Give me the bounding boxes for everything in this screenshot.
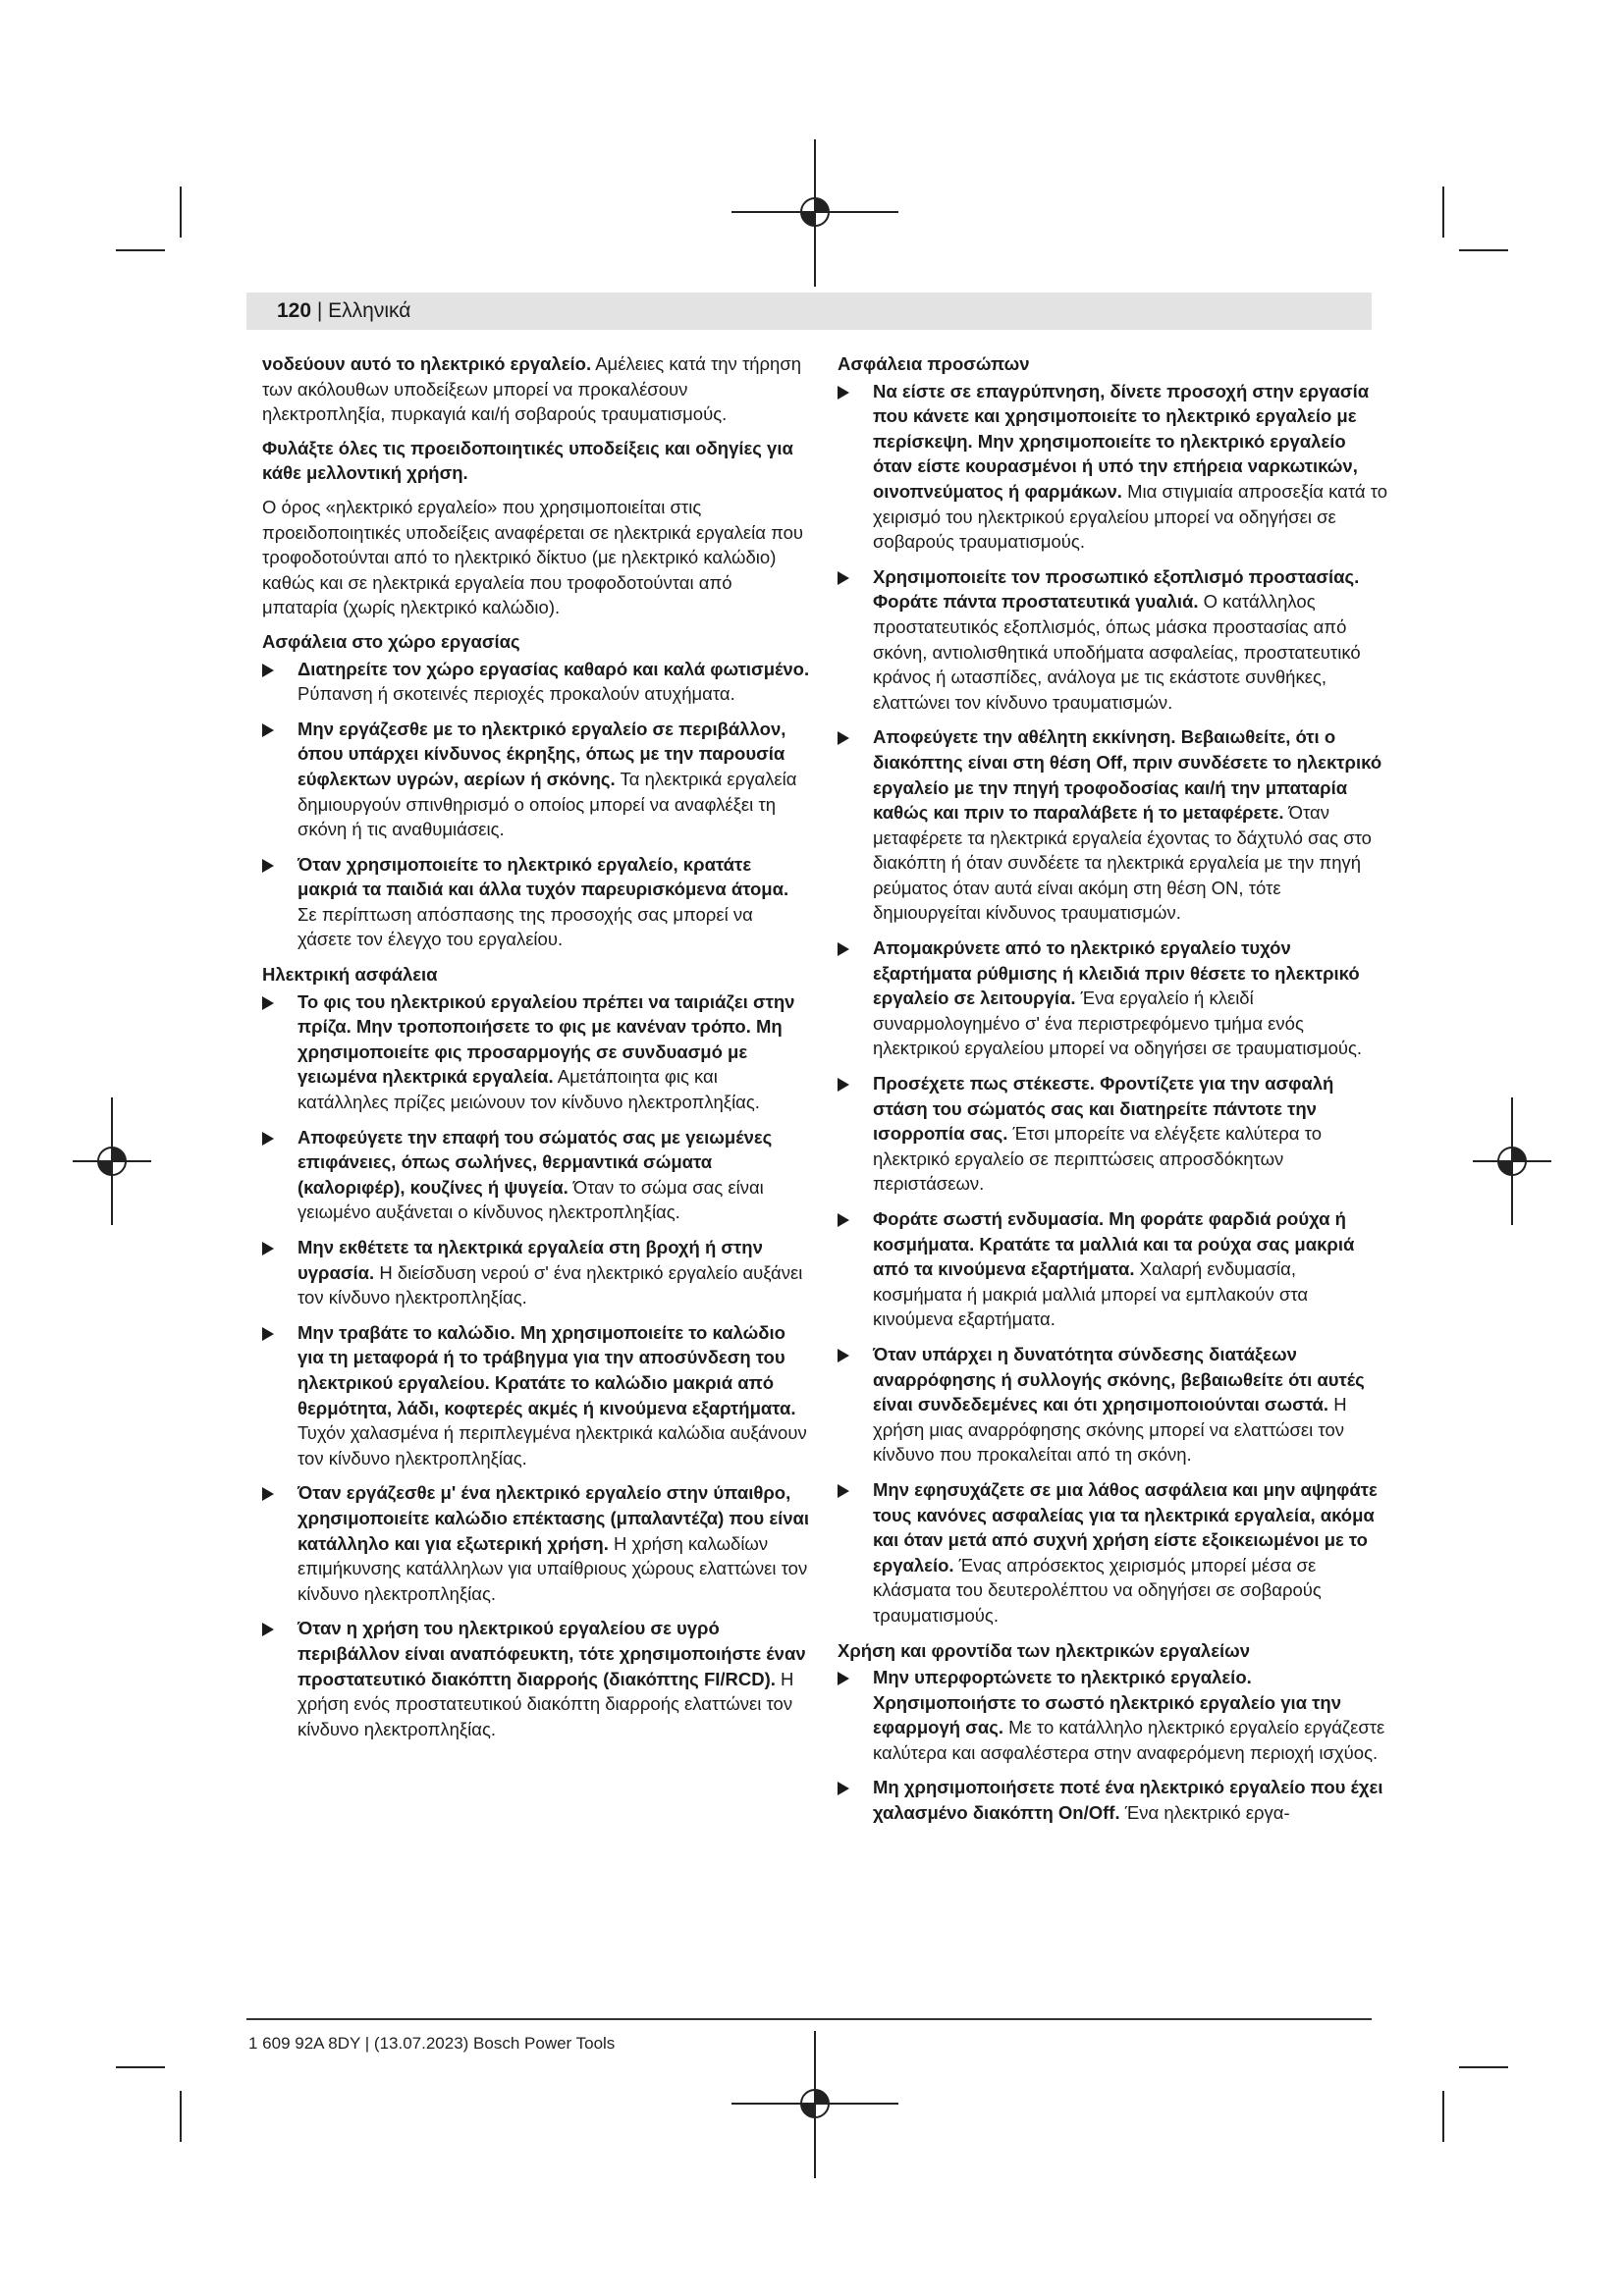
left-column [262,351,812,1751]
list-item: Διατηρείτε τον χώρο εργασίας καθαρό και καλά φωτισμένο. Ρύπανση ή σκοτεινές περιοχές προκαλούν ατυχήματα. [262,657,812,707]
bullet-arrow-icon [262,1623,274,1636]
bullet-arrow-icon [262,996,274,1010]
section-heading-work-area: Ασφάλεια στο χώρο εργασίας [262,630,520,652]
crop-mark-bl-v [180,2091,182,2142]
page-header [246,293,1372,330]
bullet-arrow-icon [838,731,849,745]
right-column [838,351,1389,1836]
bullet-arrow-icon [838,386,849,400]
section-heading-electrical: Ηλεκτρική ασφάλεια [262,964,438,986]
bullet-arrow-icon [838,1484,849,1498]
list-item: Μην εφησυχάζετε σε μια λάθος ασφάλεια και μην αψηφάτε τους κανόνες ασφαλείας για τα ηλεκτρικά εργαλεία, ακόμα και όταν μετά από συχνή χρήση είστε εξοικειωμένοι με το εργαλείο. Ένας απρόσεκτος χειρισμός μπορεί μέσα σε κλάσματα του δευτερολέπτου να οδηγήσει σε σοβαρούς τραυματισμούς. [838,1477,1389,1629]
bullet-arrow-icon [838,571,849,585]
list-item: Όταν υπάρχει η δυνατότητα σύνδεσης διατάξεων αναρρόφησης ή συλλογής σκόνης, βεβαιωθείτε ότι αυτές είναι συνδεδεμένες και ότι χρησιμοποιούνται σωστά. Η χρήση μιας αναρρόφησης σκόνης μπορεί να ελαττώσει τον κίνδυνο που προκαλείται από τη σκόνη. [838,1342,1389,1468]
list-item: Μην υπερφορτώνετε το ηλεκτρικό εργαλείο. Χρησιμοποιήστε το σωστό ηλεκτρικό εργαλείο για την εφαρμογή σας. Με το κατάλληλο ηλεκτρικό εργαλείο εργάζεστε καλύτερα και ασφαλέστερα στην αναφερόμενη περιοχή ισχύος. [838,1665,1389,1765]
list-item: Μην εκθέτετε τα ηλεκτρικά εργαλεία στη βροχή ή στην υγρασία. Η διείσδυση νερού σ' ένα ηλεκτρικό εργαλείο αυξάνει τον κίνδυνο ηλεκτροπληξίας. [262,1235,812,1310]
header-language: Ελληνικά [328,299,411,322]
bullet-arrow-icon [262,859,274,873]
keep-instructions-note: Φυλάξτε όλες τις προειδοποιητικές υποδείξεις και οδηγίες για κάθε μελλοντική χρήση. [262,437,793,484]
header-separator: | [311,299,329,322]
header-text [277,299,410,323]
crop-mark-tr-v [1442,187,1444,238]
crop-mark-tr-h [1459,249,1508,251]
crop-mark-br-h [1459,2066,1508,2068]
bullet-arrow-icon [838,1213,849,1227]
page-footer: 1 609 92A 8DY | (13.07.2023) Bosch Power Tools [248,2034,616,2053]
bullet-arrow-icon [838,1078,849,1092]
intro-paragraph: νοδεύουν αυτό το ηλεκτρικό εργαλείο. Αμέλειες κατά την τήρηση των ακόλουθων υποδείξεων μπορεί να προκαλέσουν ηλεκτροπληξία, πυρκαγιά και/ή σοβαρούς τραυματισμούς. [262,353,802,425]
page-number: 120 [277,299,312,322]
section-heading-personal: Ασφάλεια προσώπων [838,353,1030,374]
crop-mark-br-v [1442,2091,1444,2142]
list-item: Προσέχετε πως στέκεστε. Φροντίζετε για την ασφαλή στάση του σώματός σας και διατηρείτε πάντοτε την ισορροπία σας. Έτσι μπορείτε να ελέγξετε καλύτερα το ηλεκτρικό εργαλείο σε περιπτώσεις απροσδόκητων περιστάσεων. [838,1071,1389,1197]
crop-mark-tl-h [116,249,165,251]
bullet-arrow-icon [838,942,849,956]
bullet-arrow-icon [838,1782,849,1795]
registration-target-top [731,139,898,287]
crop-mark-bl-h [116,2066,165,2068]
registration-target-bottom [731,2031,898,2178]
list-item: Χρησιμοποιείτε τον προσωπικό εξοπλισμό προστασίας. Φοράτε πάντα προστατευτικά γυαλιά. Ο κατάλληλος προστατευτικός εξοπλισμός, όπως μάσκα προστασίας από σκόνη, αντιολισθητικά υποδήματα ασφαλείας, προστατευτικό κράνος ή ωτασπίδες, ανάλογα με τις εκάστοτε συνθήκες, ελαττώνει τον κίνδυνο τραυματισμών. [838,564,1389,716]
crop-mark-tl-v [180,187,182,238]
list-item: Όταν η χρήση του ηλεκτρικού εργαλείου σε υγρό περιβάλλον είναι αναπόφευκτη, τότε χρησιμοποιήστε έναν προστατευτικό διακόπτη διαρροής (διακόπτης FI/RCD). Η χρήση ενός προστατευτικού διακόπτη διαρροής ελαττώνει τον κίνδυνο ηλεκτροπληξίας. [262,1616,812,1741]
bullet-arrow-icon [838,1672,849,1685]
section-heading-use-care: Χρήση και φροντίδα των ηλεκτρικών εργαλείων [838,1639,1251,1661]
list-item: Απομακρύνετε από το ηλεκτρικό εργαλείο τυχόν εξαρτήματα ρύθμισης ή κλειδιά πριν θέσετε το ηλεκτρικό εργαλείο σε λειτουργία. Ένα εργαλείο ή κλειδί συναρμολογημένο σ' ένα περιστρεφόμενο τμήμα ενός ηλεκτρικού εργαλείου μπορεί να οδηγήσει σε τραυματισμούς. [838,935,1389,1061]
footer-rule [246,2018,1372,2020]
bullet-arrow-icon [262,664,274,677]
list-item: Μην εργάζεσθε με το ηλεκτρικό εργαλείο σε περιβάλλον, όπου υπάρχει κίνδυνος έκρηξης, όπως με την παρουσία εύφλεκτων υγρών, αερίων ή σκόνης. Τα ηλεκτρικά εργαλεία δημιουργούν σπινθηρισμό ο οποίος μπορεί να αναφλέξει τη σκόνη ή τις αναθυμιάσεις. [262,717,812,842]
list-item: Μη χρησιμοποιήσετε ποτέ ένα ηλεκτρικό εργαλείο που έχει χαλασμένο διακόπτη On/Off. Ένα ηλεκτρικό εργα- [838,1775,1389,1825]
bullet-arrow-icon [262,1487,274,1501]
list-item: Φοράτε σωστή ενδυμασία. Μη φοράτε φαρδιά ρούχα ή κοσμήματα. Κρατάτε τα μαλλιά και τα ρούχα σας μακριά από τα κινούμενα εξαρτήματα. Χαλαρή ενδυμασία, κοσμήματα ή μακριά μαλλιά μπορεί να εμπλακούν στα κινούμενα εξαρτήματα. [838,1206,1389,1332]
registration-target-left [73,1097,151,1225]
definition-paragraph: Ο όρος «ηλεκτρικό εργαλείο» που χρησιμοποιείται στις προειδοποιητικές υποδείξεις αναφέρεται σε ηλεκτρικά εργαλεία που τροφοδοτούνται από το ηλεκτρικό δίκτυο (με ηλεκτρικό καλώδιο) καθώς και σε ηλεκτρικά εργαλεία που τροφοδοτούνται από μπαταρία (χωρίς ηλεκτρικό καλώδιο). [262,496,804,618]
list-item: Μην τραβάτε το καλώδιο. Μη χρησιμοποιείτε το καλώδιο για τη μεταφορά ή το τράβηγμα για την αποσύνδεση του ηλεκτρικού εργαλείου. Κρατάτε το καλώδιο μακριά από θερμότητα, λάδι, κοφτερές ακμές ή κινούμενα εξαρτήματα. Τυχόν χαλασμένα ή περιπλεγμένα ηλεκτρικά καλώδια αυξάνουν τον κίνδυνο ηλεκτροπληξίας. [262,1320,812,1471]
bullet-arrow-icon [262,1327,274,1341]
bullet-arrow-icon [262,723,274,737]
list-item: Όταν εργάζεσθε μ' ένα ηλεκτρικό εργαλείο στην ύπαιθρο, χρησιμοποιείτε καλώδιο επέκτασης (μπαλαντέζα) που είναι κατάλληλο και για εξωτερική χρήση. Η χρήση καλωδίων επιμήκυνσης κατάλληλων για υπαίθριους χώρους ελαττώνει τον κίνδυνο ηλεκτροπληξίας. [262,1480,812,1606]
registration-target-right [1473,1097,1551,1225]
list-item: Να είστε σε επαγρύπνηση, δίνετε προσοχή στην εργασία που κάνετε και χρησιμοποιείτε το ηλεκτρικό εργαλείο με περίσκεψη. Μην χρησιμοποιείτε το ηλεκτρικό εργαλείο όταν είστε κουρασμένοι ή υπό την επήρεια ναρκωτικών, οινοπνεύματος ή φαρμάκων. Μια στιγμιαία απροσεξία κατά το χειρισμό του ηλεκτρικού εργαλείου μπορεί να οδηγήσει σε σοβαρούς τραυματισμούς. [838,379,1389,555]
list-item: Όταν χρησιμοποιείτε το ηλεκτρικό εργαλείο, κρατάτε μακριά τα παιδιά και άλλα τυχόν παρευρισκόμενα άτομα. Σε περίπτωση απόσπασης της προσοχής σας μπορεί να χάσετε τον έλεγχο του εργαλείου. [262,852,812,952]
bullet-arrow-icon [262,1242,274,1255]
list-item: Αποφεύγετε την αθέλητη εκκίνηση. Βεβαιωθείτε, ότι ο διακόπτης είναι στη θέση Off, πριν συνδέσετε το ηλεκτρικό εργαλείο με την πηγή τροφοδοσίας και/ή την μπαταρία καθώς και πριν το παραλάβετε ή το μεταφέρετε. Όταν μεταφέρετε τα ηλεκτρικά εργαλεία έχοντας το δάχτυλό σας στο διακόπτη ή όταν συνδέετε τα ηλεκτρικά εργαλεία με την πηγή ρεύματος όταν αυτά είναι ακόμη στη θέση ON, τότε δημιουργείται κίνδυνος τραυματισμών. [838,724,1389,926]
bullet-arrow-icon [262,1132,274,1146]
list-item: Το φις του ηλεκτρικού εργαλείου πρέπει να ταιριάζει στην πρίζα. Μην τροποποιήσετε το φις με κανέναν τρόπο. Μη χρησιμοποιείτε φις προσαρμογής σε συνδυασμό με γειωμένα ηλεκτρικά εργαλεία. Αμετάποιητα φις και κατάλληλες πρίζες μειώνουν τον κίνδυνο ηλεκτροπληξίας. [262,989,812,1115]
list-item: Αποφεύγετε την επαφή του σώματός σας με γειωμένες επιφάνειες, όπως σωλήνες, θερμαντικά σώματα (καλοριφέρ), κουζίνες ή ψυγεία. Όταν το σώμα σας είναι γειωμένο αυξάνεται ο κίνδυνος ηλεκτροπληξίας. [262,1125,812,1225]
bullet-arrow-icon [838,1349,849,1362]
